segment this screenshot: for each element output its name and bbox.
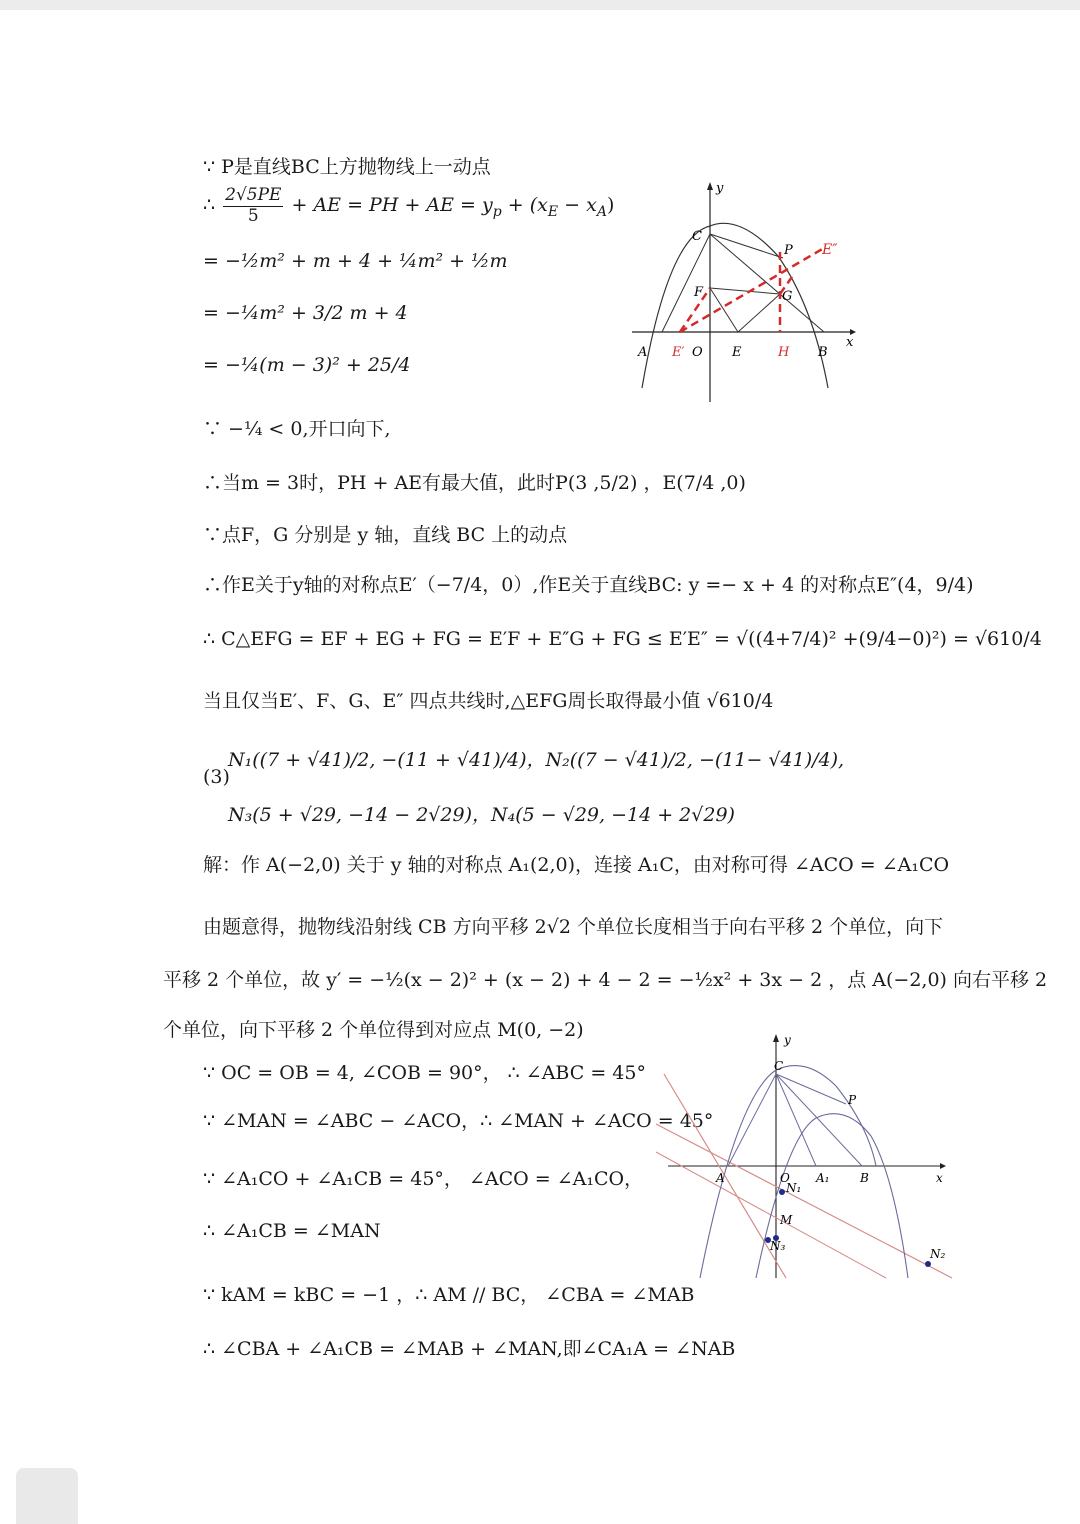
label-x: x	[936, 1171, 943, 1185]
line-1: ∵ P是直线BC上方抛物线上一动点	[203, 156, 491, 178]
label-N3: N₃	[770, 1239, 786, 1253]
label-E: E	[732, 345, 742, 360]
label-y: y	[784, 1033, 791, 1047]
label-O: O	[692, 345, 703, 360]
label-N1: N₁	[786, 1181, 802, 1195]
line-18: ∵ ∠MAN = ∠ABC − ∠ACO，∴ ∠MAN + ∠ACO = 45°	[203, 1110, 714, 1132]
figure-parabola-1	[628, 176, 860, 404]
figure-parabola-2	[656, 1026, 954, 1280]
label-C: C	[774, 1059, 784, 1073]
line-17: ∵ OC = OB = 4, ∠COB = 90°， ∴ ∠ABC = 45°	[203, 1062, 646, 1084]
line-9: ∴作E关于y轴的对称点E′（−7/4，0）,作E关于直线BC: y =− x + 4 的对称点E″(4，9/4)	[203, 574, 974, 596]
line-11: 当且仅当E′、F、G、E″ 四点共线时,△EFG周长取得最小值 √610/4	[203, 690, 774, 712]
line-8: ∵点F，G 分别是 y 轴，直线 BC 上的动点	[203, 524, 568, 546]
line-20: ∴ ∠A₁CB = ∠MAN	[203, 1220, 381, 1242]
line-10: ∴ C△EFG = EF + EG + FG = E′F + E″G + FG ≤ E′E″ = √((4+7/4)² +(9/4−0)²) = √610/4	[203, 628, 1042, 650]
label-N2: N₂	[930, 1247, 946, 1261]
top-bar	[0, 0, 1080, 10]
segment-FE	[710, 288, 738, 332]
line-12a: N₁((7 + √41)/2, −(11 + √41)/4)，N₂((7 − √41)/2, −(11− √41)/4),	[228, 749, 845, 771]
therefore-sign: ∴	[203, 194, 216, 217]
label-A: A	[638, 345, 648, 360]
line-AN2	[656, 1124, 952, 1278]
subscript: A	[596, 203, 607, 220]
label-x: x	[846, 335, 854, 350]
line-6: ∵ −¼ < 0,开口向下,	[203, 418, 391, 440]
parabola-shifted	[756, 1114, 908, 1278]
label-B: B	[818, 345, 828, 360]
denominator: 5	[247, 205, 259, 226]
segment-CB	[710, 234, 824, 332]
label-M: M	[780, 1213, 793, 1227]
equation-part: )	[606, 194, 615, 217]
numerator: 2√5PE	[225, 185, 282, 205]
line-15: 平移 2 个单位，故 y′ = −½(x − 2)² + (x − 2) + 4 − 2 = −½x² + 3x − 2 ，点 A(−2,0) 向右平移 2	[163, 969, 1048, 991]
label-A1: A₁	[816, 1171, 830, 1185]
label-C: C	[692, 229, 702, 244]
equation-part: + AE = PH + AE = y	[291, 194, 493, 217]
label-H: H	[778, 345, 790, 360]
label-P: P	[784, 243, 793, 258]
label-F: F	[694, 285, 704, 300]
label-y: y	[716, 181, 724, 196]
line-22: ∴ ∠CBA + ∠A₁CB = ∠MAB + ∠MAN,即∠CA₁A = ∠NAB	[203, 1338, 736, 1360]
line-13: 解：作 A(−2,0) 关于 y 轴的对称点 A₁(2,0)，连接 A₁C，由对称可得 ∠ACO = ∠A₁CO	[203, 854, 950, 876]
part-3-label: (3)	[203, 766, 230, 788]
equation-part: − x	[564, 194, 597, 217]
label-G: G	[782, 289, 793, 304]
label-B: B	[860, 1171, 869, 1185]
segment-CP	[776, 1074, 846, 1104]
segment-CB	[776, 1074, 862, 1166]
segment-FG	[710, 288, 780, 294]
line-12b: N₃(5 + √29, −14 − 2√29)，N₄(5 − √29, −14 + 2√29)	[228, 804, 735, 826]
segment-CP	[710, 234, 783, 258]
fraction	[223, 186, 283, 226]
segment-AC	[728, 1074, 776, 1166]
point-N1	[779, 1189, 785, 1195]
line-21: ∵ kAM = kBC = −1 ，∴ AM // BC， ∠CBA = ∠MAB	[203, 1284, 695, 1306]
line-2	[203, 186, 614, 226]
point-N2	[925, 1261, 931, 1267]
subscript: p	[492, 203, 502, 220]
segment-CA1	[776, 1074, 816, 1166]
label-A: A	[716, 1171, 725, 1185]
line-AN3	[664, 1074, 786, 1278]
label-E-prime: E′	[672, 345, 685, 360]
parabola	[642, 223, 828, 388]
segment-EG	[738, 294, 780, 332]
line-14: 由题意得，抛物线沿射线 CB 方向平移 2√2 个单位长度相当于向右平移 2 个单位，向下	[203, 916, 944, 938]
label-O: O	[780, 1171, 790, 1185]
subscript: E	[547, 203, 559, 220]
line-19: ∵ ∠A₁CO + ∠A₁CB = 45°， ∠ACO = ∠A₁CO，	[203, 1168, 644, 1190]
equation-part: + (x	[507, 194, 548, 217]
corner-button[interactable]	[16, 1468, 78, 1524]
line-4: = −¼m² + 3/2 m + 4	[203, 302, 408, 324]
line-7: ∴当m = 3时，PH + AE有最大值，此时P(3 ,5/2) ，E(7/4 ,0)	[203, 472, 746, 494]
label-P: P	[848, 1093, 857, 1107]
line-16: 个单位，向下平移 2 个单位得到对应点 M(0, −2)	[163, 1019, 584, 1041]
line-5: = −¼(m − 3)² + 25/4	[203, 354, 411, 376]
line-3: = −½m² + m + 4 + ¼m² + ½m	[203, 250, 508, 272]
label-E-double-prime: E″	[822, 242, 838, 258]
